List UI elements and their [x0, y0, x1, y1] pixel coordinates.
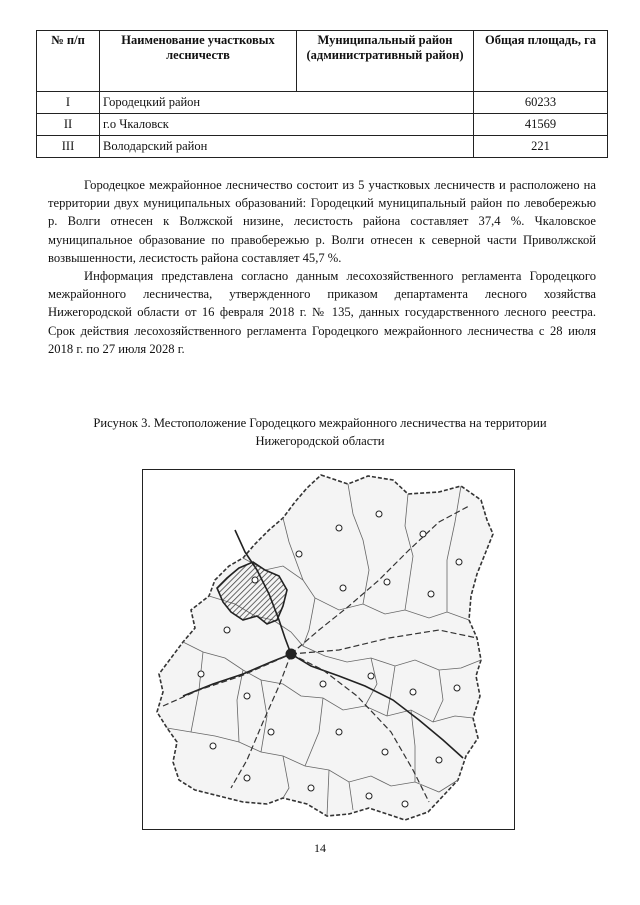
table-row: [37, 136, 608, 158]
table-header-row: [37, 31, 608, 92]
header-total-area: Общая площадь, га: [474, 31, 608, 92]
row-number: I: [37, 92, 100, 114]
body-text: [48, 176, 596, 358]
row-area: 60233: [474, 92, 608, 114]
row-number: III: [37, 136, 100, 158]
row-name: г.о Чкаловск: [100, 114, 474, 136]
row-name: Володарский район: [100, 136, 474, 158]
region-map: [142, 469, 515, 830]
paragraph: Информация представлена согласно данным лесохозяйственного регламента Городецкого межрайонного лесничества, утвержденного приказом департамента лесного хозяйства Нижегородской области от 16 февраля 2018 г. № 135, данных государственного лесного реестра. Срок действия лесохозяйственного регламента Городецкого межрайонного лесничества с 28 июля 2018 г. по 27 июля 2028 г.: [48, 269, 596, 356]
header-municipal-district: Муниципальный район (административный район): [297, 31, 474, 92]
table-row: [37, 114, 608, 136]
row-area: 221: [474, 136, 608, 158]
figure-caption: Рисунок 3. Местоположение Городецкого межрайонного лесничества на территории Нижегородской области: [93, 416, 547, 448]
row-area: 41569: [474, 114, 608, 136]
table-row: [37, 92, 608, 114]
page-number: 14: [314, 841, 326, 855]
oblast-boundary: [157, 475, 493, 820]
forestry-table: [36, 30, 608, 158]
header-forestry-name: Наименование участковых лесничеств: [100, 31, 297, 92]
header-number: № п/п: [37, 31, 100, 92]
row-number: II: [37, 114, 100, 136]
row-name: Городецкий район: [100, 92, 474, 114]
paragraph: Городецкое межрайонное лесничество состоит из 5 участковых лесничеств и расположено на территории двух муниципальных образований: Городецкий муниципальный район по левобережью р. Волги отнесен к Волжской низине, лесистость района составляет 37,4 %. Чкаловское муниципальное образование по правобережью р. Волги отнесен к северной части Приволжской возвышенности, лесистость района составляет 45,7 %.: [48, 178, 596, 265]
region-map-drawing: [143, 470, 514, 829]
